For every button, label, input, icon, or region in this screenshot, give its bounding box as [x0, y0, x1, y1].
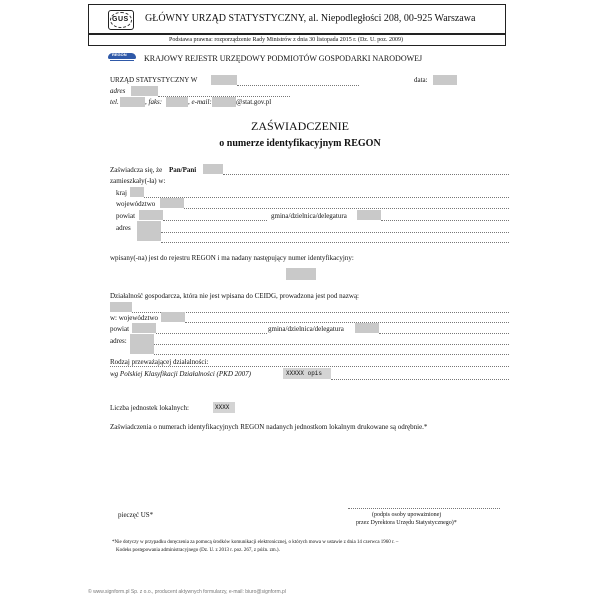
county-field — [139, 210, 163, 220]
pkd-value: XXXXX opis — [286, 370, 323, 377]
tel-field — [120, 97, 145, 107]
stamp-label: pieczęć US* — [118, 511, 154, 519]
local-units-value: XXXX — [215, 404, 230, 411]
legal-basis-text: Podstawa prawna: rozporządzenie Rady Ministrów z dnia 30 listopada 2015 r. (Dz. U. poz. 2009) — [169, 37, 403, 43]
email-domain: @stat.gov.pl — [236, 98, 272, 106]
registry-title: KRAJOWY REJESTR URZĘDOWY PODMIOTÓW GOSPODARKI NARODOWEJ — [144, 54, 423, 63]
business-voivodeship-label: w: województwo — [110, 314, 159, 322]
business-voivodeship-field — [161, 312, 185, 322]
business-municipality-field — [355, 323, 379, 333]
business-intro-text: Działalność gospodarcza, która nie jest wpisana do CEIDG, prowadzona jest pod nazwą: — [110, 292, 360, 300]
business-county-field — [132, 323, 156, 333]
document-title: ZAŚWIADCZENIE — [251, 119, 349, 133]
office-address-label: adres — [110, 87, 126, 95]
fax-field — [166, 97, 188, 107]
header-box — [88, 4, 506, 34]
pkd-label: wg Polskiej Klasyfikacji Działalności (PKD 2007) — [110, 370, 251, 378]
footer-text: © www.signform.pl Sp. z o.o., producent aktywnych formularzy, e-mail: biuro@signform.pl — [88, 589, 286, 595]
gus-logo — [108, 10, 134, 30]
business-address-label: adres: — [110, 337, 127, 345]
regon-logo — [108, 53, 136, 63]
local-units-note: Zaświadczenia o numerach identyfikacyjnych REGON nadanych jednostkom lokalnym drukowane są odrębnie.* — [110, 423, 428, 431]
document-subtitle: o numerze identyfikacyjnym REGON — [219, 138, 381, 149]
gus-logo-text: GUS — [112, 16, 129, 23]
resident-label: zamieszkały(-ła) w: — [110, 177, 166, 185]
business-address-field — [130, 334, 154, 354]
footnote-line2: Kodeks postępowania administracyjnego (Dz. U. z 2013 r. poz. 267, z późn. zm.). — [116, 548, 280, 553]
legal-basis-box — [88, 34, 506, 46]
business-county-label: powiat — [110, 325, 130, 333]
header-title: GŁÓWNY URZĄD STATYSTYCZNY, al. Niepodległości 208, 00-925 Warszawa — [145, 13, 476, 24]
email-field — [212, 97, 236, 107]
municipality-label: gmina/dzielnica/delegatura — [271, 212, 347, 220]
name-field — [203, 164, 223, 174]
country-label: kraj — [116, 189, 127, 197]
address-field — [137, 221, 161, 241]
salutation: Pan/Pani — [169, 166, 197, 174]
date-field — [433, 75, 457, 85]
regon-number-field — [286, 268, 316, 280]
office-label: URZĄD STATYSTYCZNY W — [110, 76, 198, 84]
municipality-field — [357, 210, 381, 220]
regon-logo-text: REGON — [112, 52, 127, 57]
activity-label: Rodzaj przeważającej działalności: — [110, 358, 209, 366]
business-name-field — [110, 302, 132, 312]
address-label: adres — [116, 224, 131, 232]
voivodeship-label: województwo — [116, 200, 156, 208]
date-label: data: — [414, 76, 428, 84]
tel-label: tel. — [110, 98, 119, 106]
county-label: powiat — [116, 212, 136, 220]
regon-entry-text: wpisany(-na) jest do rejestru REGON i ma nadany następujący numer identyfikacyjny: — [110, 254, 354, 262]
signature-line1: (podpis osoby upoważnionej — [372, 512, 441, 518]
fax-label: , faks: — [145, 98, 163, 106]
signature-line2: przez Dyrektora Urzędu Statystycznego)* — [356, 520, 457, 526]
email-label: , e-mail: — [188, 98, 212, 106]
office-city-field — [211, 75, 237, 85]
country-field — [130, 187, 144, 197]
office-address-field — [131, 86, 158, 96]
certify-text: Zaświadcza się, że — [110, 166, 163, 174]
voivodeship-field — [160, 198, 184, 208]
footnote-line1: *Nie dotyczy w przypadku doręczenia za pomocą środków komunikacji elektronicznej, o których mowa w ustawie z dnia 14 czerwca 1960 r. – — [112, 540, 399, 545]
local-units-label: Liczba jednostek lokalnych: — [110, 404, 189, 412]
business-municipality-label: gmina/dzielnica/delegatura — [268, 325, 344, 333]
